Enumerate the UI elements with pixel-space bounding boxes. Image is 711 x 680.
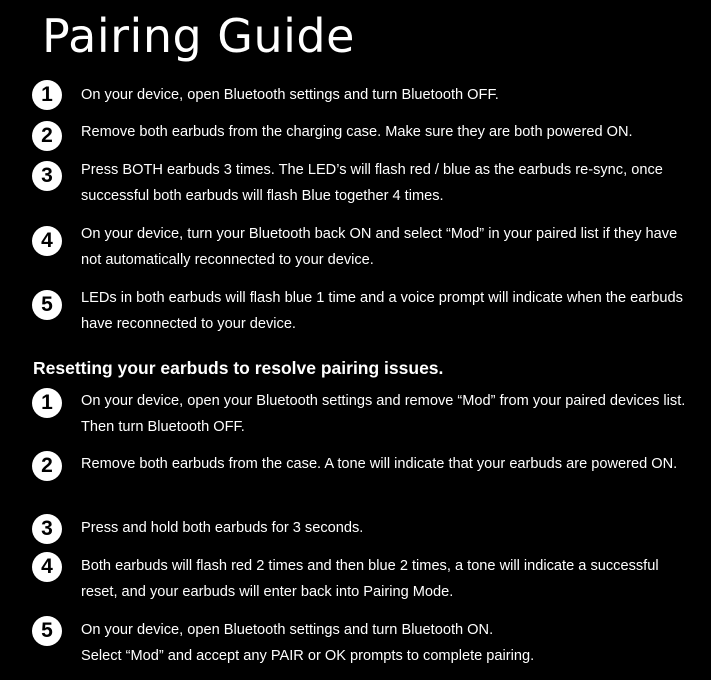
reset-section-heading: Resetting your earbuds to resolve pairing issues.: [33, 358, 444, 378]
step-number-badge: 2: [32, 451, 62, 481]
step-number-badge: 3: [32, 514, 62, 544]
step-text: On your device, open Bluetooth settings and turn Bluetooth ON. Select “Mod” and accept any PAIR or OK prompts to complete pairing.: [81, 622, 535, 664]
step-text: Press BOTH earbuds 3 times. The LED’s will flash red / blue as the earbuds re-sync, once successful both earbuds will flash Blue together 4 times.: [81, 162, 663, 204]
step-text: LEDs in both earbuds will flash blue 1 time and a voice prompt will indicate when the earbuds have reconnected to your device.: [81, 290, 683, 332]
step-number-badge: 4: [32, 552, 62, 582]
step-number-badge: 5: [32, 290, 62, 320]
step-text: On your device, turn your Bluetooth back ON and select “Mod” in your paired list if they have not automatically reconnected to your device.: [81, 226, 678, 268]
step-text: On your device, open Bluetooth settings and turn Bluetooth OFF.: [81, 87, 499, 103]
step-text: Both earbuds will flash red 2 times and then blue 2 times, a tone will indicate a successful reset, and your earbuds will enter back into Pairing Mode.: [81, 558, 659, 600]
step-number-badge: 1: [32, 80, 62, 110]
step-number-badge: 1: [32, 388, 62, 418]
step-number-badge: 4: [32, 226, 62, 256]
step-text: On your device, open your Bluetooth settings and remove “Mod” from your paired devices list. Then turn Bluetooth OFF.: [81, 393, 686, 435]
step-text: Remove both earbuds from the case. A tone will indicate that your earbuds are powered ON.: [81, 456, 678, 472]
page-title: Pairing Guide: [42, 9, 355, 63]
step-number-badge: 3: [32, 161, 62, 191]
step-text: Remove both earbuds from the charging case. Make sure they are both powered ON.: [81, 124, 633, 140]
step-text: Press and hold both earbuds for 3 seconds.: [81, 520, 364, 536]
step-number-badge: 5: [32, 616, 62, 646]
step-number-badge: 2: [32, 121, 62, 151]
